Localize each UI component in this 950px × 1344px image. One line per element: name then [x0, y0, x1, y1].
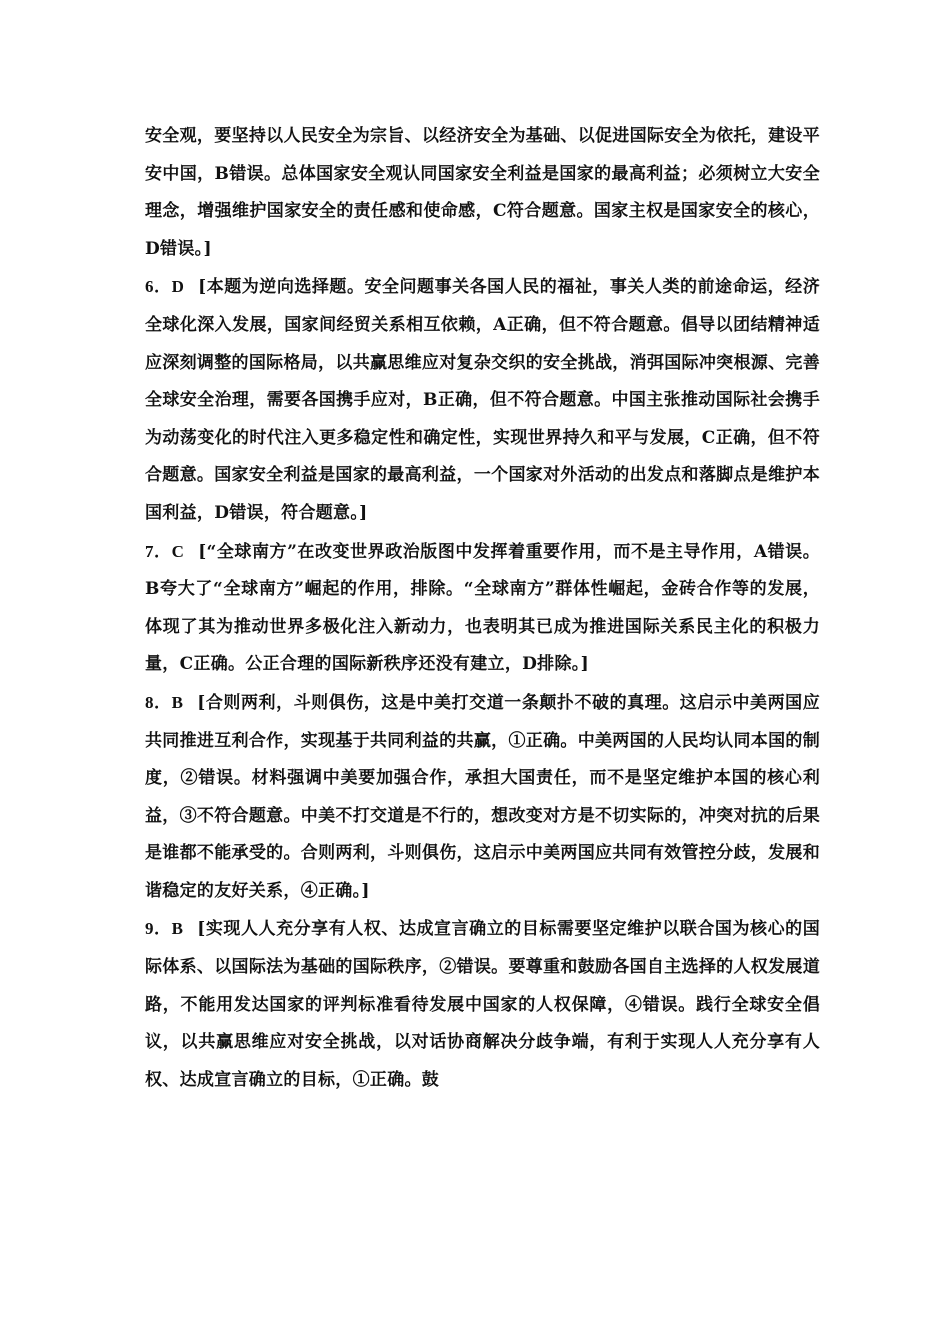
- paragraph-text: [合则两利，斗则俱伤，这是中美打交道一条颠扑不破的真理。这启示中美两国应共同推进互利合作，实现基于共同利益的共赢，①正确。中美两国的人民均认同本国的制度，②错误。材料强调中美要加强合作，承担大国责任，而不是坚定维护本国的核心利益，③不符合题意。中美不打交道是不行的，想改变对方是不切实际的，冲突对抗的后果是谁都不能承受的。合则两利，斗则俱伤，这启示中美两国应共同有效管控分歧，发展和谐稳定的友好关系，④正确。]: [145, 692, 820, 901]
- paragraph-text: [本题为逆向选择题。安全问题事关各国人民的福祉，事关人类的前途命运，经济全球化深入发展，国家间经贸关系相互依赖，A正确，但不符合题意。倡导以团结精神适应深刻调整的国际格局，以共赢思维应对复杂交织的安全挑战，消弭国际冲突根源、完善全球安全治理，需要各国携手应对，B正确，但不符合题意。中国主张推动国际社会携手为动荡变化的时代注入更多稳定性和确定性，实现世界持久和平与发展，C正确，但不符合题意。国家安全利益是国家的最高利益，一个国家对外活动的出发点和落脚点是维护本国利益，D错误，符合题意。]: [145, 277, 820, 523]
- question-number: 9．: [145, 919, 172, 939]
- question-number: 8．: [145, 692, 172, 712]
- paragraph-q9: [145, 910, 820, 1099]
- answer-letter: B: [171, 692, 184, 712]
- paragraph-q5-continued: [145, 118, 820, 268]
- paragraph-text: [“全球南方”在改变世界政治版图中发挥着重要作用，而不是主导作用，A错误。B夸大了“全球南方”崛起的作用，排除。“全球南方”群体性崛起，金砖合作等的发展，体现了其为推动世界多极化注入新动力，也表明其已成为推进国际关系民主化的积极力量，C正确。公正合理的国际新秩序还没有建立，D排除。]: [145, 541, 820, 675]
- paragraph-text: [实现人人充分享有人权、达成宣言确立的目标需要坚定维护以联合国为核心的国际体系、以国际法为基础的国际秩序，②错误。要尊重和鼓励各国自主选择的人权发展道路，不能用发达国家的评判标准看待发展中国家的人权保障，④错误。践行全球安全倡议，以共赢思维应对安全挑战，以对话协商解决分歧争端，有利于实现人人充分享有人权、达成宣言确立的目标，①正确。鼓: [145, 919, 820, 1090]
- paragraph-q8: [145, 684, 820, 911]
- answer-letter: D: [171, 277, 185, 297]
- paragraph-q7: [145, 533, 820, 684]
- question-number: 7．: [145, 541, 172, 561]
- question-number: 6．: [145, 277, 172, 297]
- answer-letter: C: [171, 541, 185, 561]
- paragraph-text: 安全观，要坚持以人民安全为宗旨、以经济安全为基础、以促进国际安全为依托，建设平安中国，B错误。总体国家安全观认同国家安全利益是国家的最高利益；必须树立大安全理念，增强维护国家安全的责任感和使命感，C符合题意。国家主权是国家安全的核心，D错误。]: [145, 126, 820, 259]
- paragraph-q6: [145, 268, 820, 532]
- answer-document: [145, 118, 820, 1099]
- answer-letter: B: [171, 919, 184, 939]
